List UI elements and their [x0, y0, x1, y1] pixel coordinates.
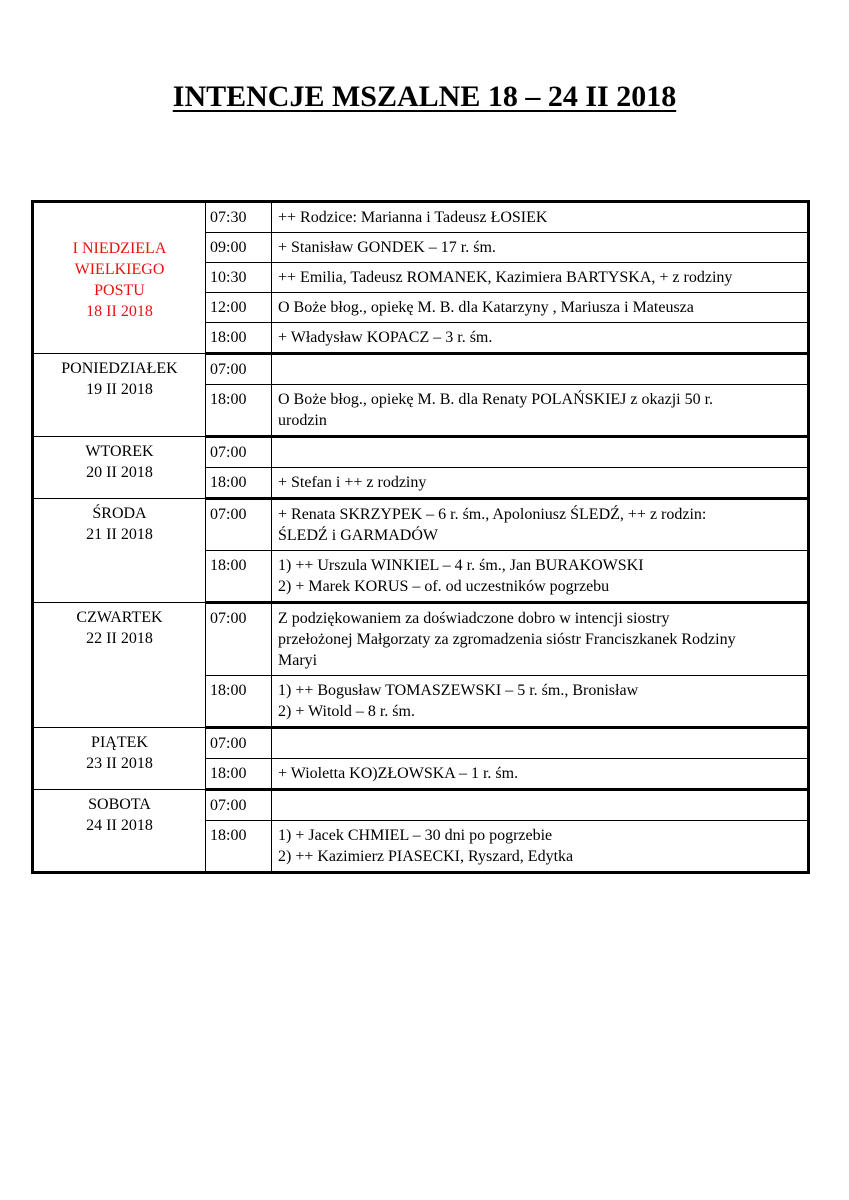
day-name: SOBOTA: [88, 796, 151, 813]
mass-intention: [272, 759, 809, 790]
day-name: ŚRODA: [92, 505, 147, 522]
day-name: PONIEDZIAŁEK: [61, 360, 178, 377]
intention-line: [278, 442, 803, 463]
mass-time: 12:00: [206, 293, 272, 323]
intention-line: ŚLEDŹ i GARMADÓW: [278, 527, 438, 544]
day-date: 22 II 2018: [86, 630, 153, 647]
mass-intention: [272, 323, 809, 354]
mass-intention: [272, 821, 809, 873]
mass-time: 07:00: [206, 354, 272, 385]
mass-row: [33, 728, 809, 759]
mass-intention: [272, 437, 809, 468]
page-title-text: INTENCJE MSZALNE 18 – 24 II 2018: [172, 80, 677, 113]
intention-line: przełożonej Małgorzaty za zgromadzenia sióstr Franciszkanek Rodziny: [278, 631, 736, 648]
day-cell: [33, 603, 206, 728]
day-cell: [33, 728, 206, 790]
intention-line: + Renata SKRZYPEK – 6 r. śm., Apoloniusz ŚLEDŹ, ++ z rodzin:: [278, 506, 707, 523]
intention-line: urodzin: [278, 412, 327, 429]
mass-time: 09:00: [206, 233, 272, 263]
day-name: WTOREK: [85, 443, 154, 460]
day-name: PIĄTEK: [91, 734, 148, 751]
mass-intention: [272, 790, 809, 821]
day-name: POSTU: [94, 282, 145, 299]
mass-intention: [272, 728, 809, 759]
day-cell: [33, 499, 206, 603]
mass-intention: [272, 354, 809, 385]
mass-time: 07:30: [206, 202, 272, 233]
mass-row: [33, 354, 809, 385]
intention-line: 1) ++ Bogusław TOMASZEWSKI – 5 r. śm., Bronisław: [278, 682, 639, 699]
intention-line: O Boże błog., opiekę M. B. dla Renaty POLAŃSKIEJ z okazji 50 r.: [278, 391, 714, 408]
mass-time: 18:00: [206, 759, 272, 790]
mass-time: 07:00: [206, 499, 272, 551]
intention-line: ++ Rodzice: Marianna i Tadeusz ŁOSIEK: [278, 209, 548, 226]
mass-intention: [272, 468, 809, 499]
mass-intention: [272, 499, 809, 551]
intention-line: 1) + Jacek CHMIEL – 30 dni po pogrzebie: [278, 827, 553, 844]
intention-line: + Stanisław GONDEK – 17 r. śm.: [278, 239, 496, 256]
mass-time: 18:00: [206, 821, 272, 873]
mass-time: 07:00: [206, 603, 272, 676]
mass-time: 18:00: [206, 323, 272, 354]
intention-line: Z podziękowaniem za doświadczone dobro w intencji siostry: [278, 610, 670, 627]
intention-line: Maryi: [278, 652, 318, 669]
intention-line: + Władysław KOPACZ – 3 r. śm.: [278, 329, 493, 346]
intention-line: 1) ++ Urszula WINKIEL – 4 r. śm., Jan BURAKOWSKI: [278, 557, 644, 574]
intention-line: O Boże błog., opiekę M. B. dla Katarzyny , Mariusza i Mateusza: [278, 299, 694, 316]
mass-intention: [272, 293, 809, 323]
mass-intention: [272, 603, 809, 676]
mass-row: [33, 437, 809, 468]
mass-intention: [272, 676, 809, 728]
intention-line: [278, 359, 803, 380]
intention-line: 2) + Witold – 8 r. śm.: [278, 703, 415, 720]
mass-time: 07:00: [206, 437, 272, 468]
intention-line: ++ Emilia, Tadeusz ROMANEK, Kazimiera BARTYSKA, + z rodziny: [278, 269, 733, 286]
mass-time: 18:00: [206, 551, 272, 603]
day-cell: [33, 202, 206, 354]
day-name: WIELKIEGO: [74, 261, 165, 278]
mass-row: [33, 202, 809, 233]
day-cell: [33, 790, 206, 873]
day-date: 23 II 2018: [86, 755, 153, 772]
mass-row: [33, 790, 809, 821]
mass-time: 10:30: [206, 263, 272, 293]
day-cell: [33, 354, 206, 437]
intention-line: + Wioletta KO)ZŁOWSKA – 1 r. śm.: [278, 765, 519, 782]
mass-time: 07:00: [206, 728, 272, 759]
mass-row: [33, 603, 809, 676]
mass-intention: [272, 263, 809, 293]
day-date: 21 II 2018: [86, 526, 153, 543]
page-title: [0, 80, 849, 114]
intention-line: + Stefan i ++ z rodziny: [278, 474, 427, 491]
day-date: 20 II 2018: [86, 464, 153, 481]
day-date: 19 II 2018: [86, 381, 153, 398]
intention-line: 2) ++ Kazimierz PIASECKI, Ryszard, Edytka: [278, 848, 574, 865]
mass-row: [33, 499, 809, 551]
mass-time: 07:00: [206, 790, 272, 821]
mass-intention: [272, 233, 809, 263]
day-cell: [33, 437, 206, 499]
day-name: I NIEDZIELA: [72, 240, 167, 257]
mass-intentions-table: [31, 200, 810, 874]
day-date: 24 II 2018: [86, 817, 153, 834]
day-date: 18 II 2018: [86, 303, 153, 320]
mass-time: 18:00: [206, 676, 272, 728]
mass-intention: [272, 551, 809, 603]
intention-line: [278, 795, 803, 816]
mass-intention: [272, 385, 809, 437]
day-name: CZWARTEK: [76, 609, 163, 626]
mass-intention: [272, 202, 809, 233]
intention-line: [278, 733, 803, 754]
intention-line: 2) + Marek KORUS – of. od uczestników pogrzebu: [278, 578, 610, 595]
mass-time: 18:00: [206, 468, 272, 499]
mass-time: 18:00: [206, 385, 272, 437]
